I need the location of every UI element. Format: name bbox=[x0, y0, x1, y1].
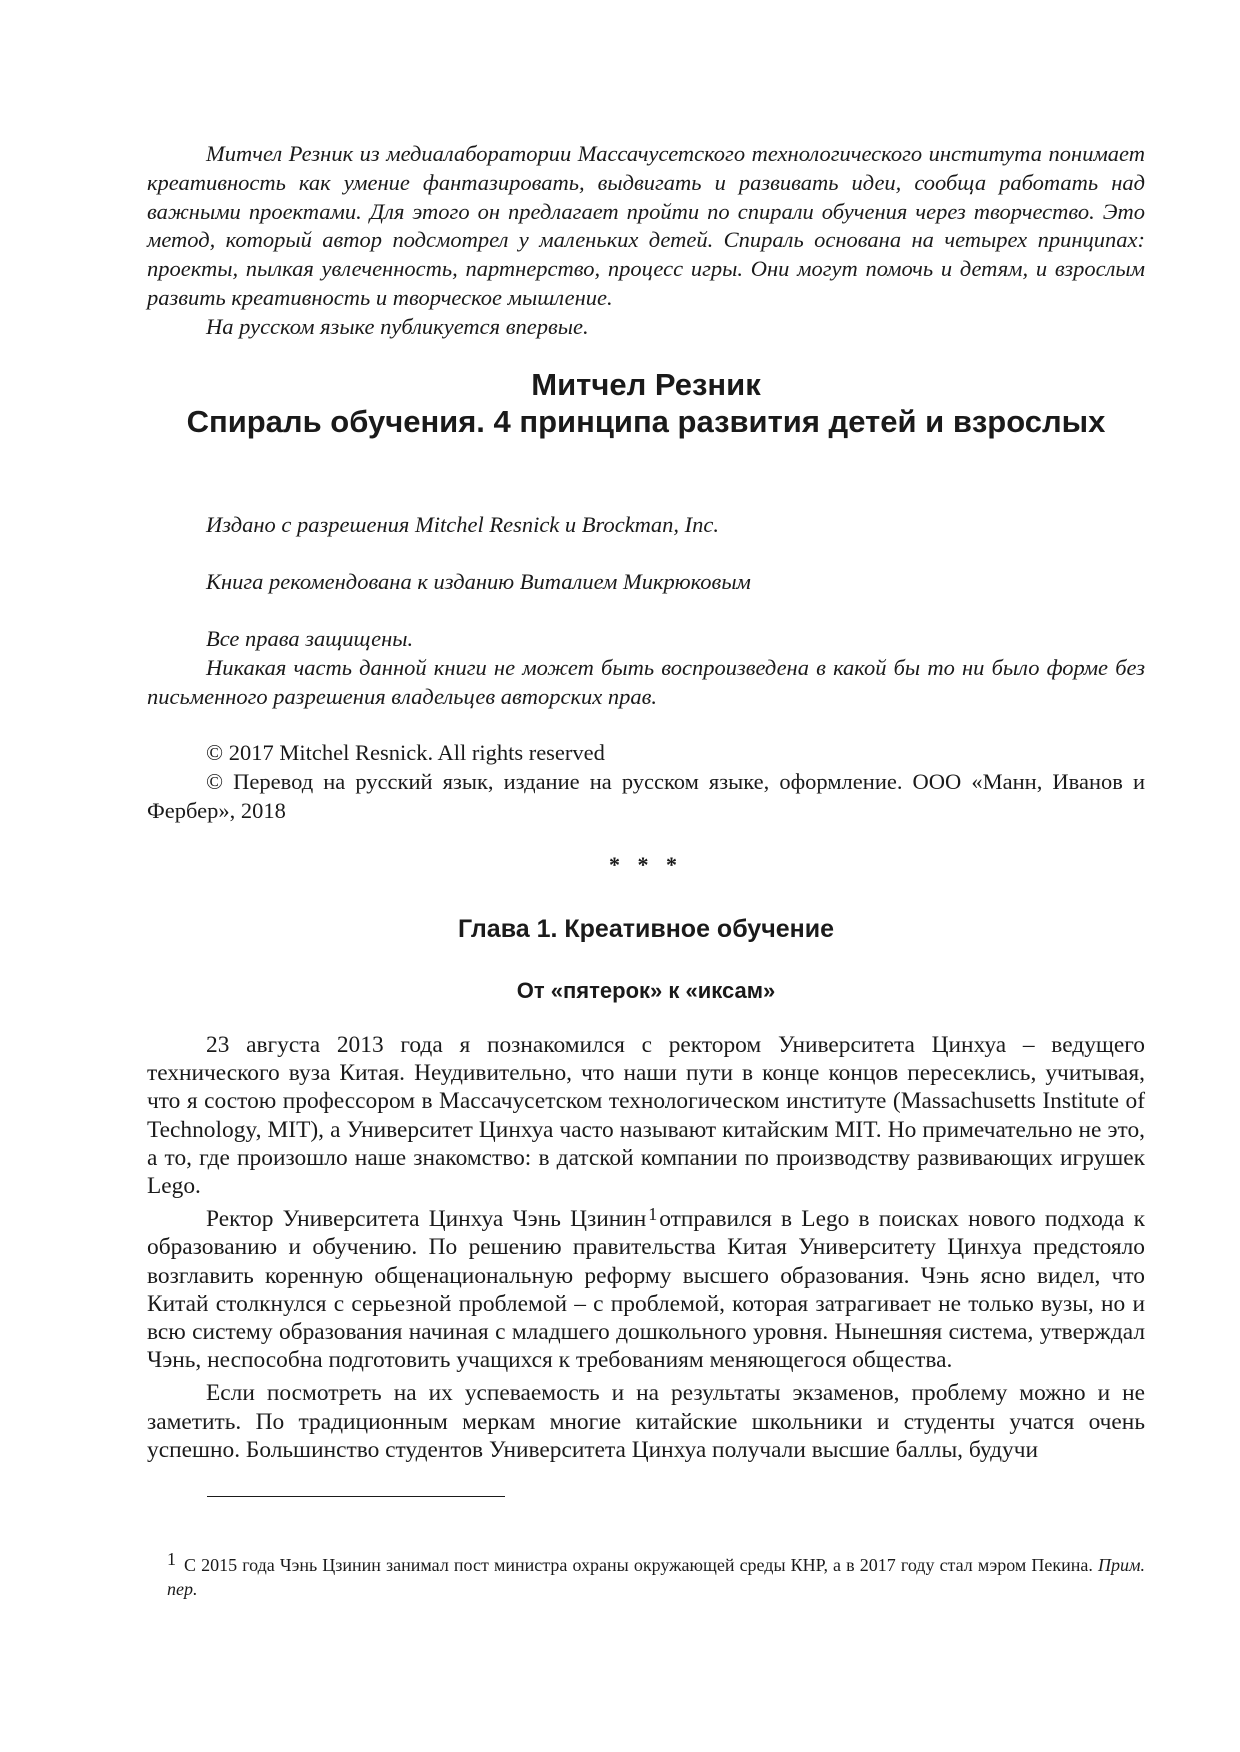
imprint-recommendation: Книга рекомендована к изданию Виталием Микрюковым bbox=[206, 569, 751, 594]
footnote-reference[interactable]: 1 bbox=[648, 1204, 658, 1225]
imprint-recommendation-block bbox=[147, 567, 1145, 596]
annotation-paragraph: Митчел Резник из медиалаборатории Массачусетского технологического института понимает креативность как умение фантазировать, выдвигать и развивать идеи, сообща работать над важными проектами. Для этого он предлагает пройти по спирали обучения через творчество. Это метод, который автор подсмотрел у маленьких детей. Спираль основана на четырех принципах: проекты, пылкая увлеченность, партнерство, процесс игры. Они могут помочь и детям, и взрослым развить креативность и творческое мышление. bbox=[147, 141, 1145, 310]
footnote bbox=[147, 1549, 1146, 1601]
footnote-note: Прим. пер. bbox=[167, 1555, 1146, 1599]
section-separator: * * * bbox=[609, 852, 683, 877]
footnote-mark: 1 bbox=[167, 1549, 176, 1569]
book-title: Спираль обучения. 4 принципа развития детей и взрослых bbox=[186, 404, 1106, 439]
section-heading bbox=[147, 977, 1145, 1005]
copyright-translation: © Перевод на русский язык, издание на русском языке, оформление. ООО «Манн, Иванов и Фербер», 2018 bbox=[147, 769, 1145, 823]
imprint-permission: Издано с разрешения Mitchel Resnick и Brockman, Inc. bbox=[206, 512, 720, 537]
footnote-text bbox=[147, 1549, 1146, 1601]
annotation-first-publication: На русском языке публикуется впервые. bbox=[206, 313, 589, 339]
footnote-body: С 2015 года Чэнь Цзинин занимал пост министра охраны окружающей среды КНР, а в 2017 году стал мэром Пекина. bbox=[184, 1555, 1093, 1575]
body-paragraph: Если посмотреть на их успеваемость и на результаты экзаменов, проблему можно и не заметить. По традиционным меркам многие китайские школьники и студенты учатся очень успешно. Большинство студентов Университета Цинхуа получали высшие баллы, будучи bbox=[147, 1380, 1145, 1463]
imprint-rights-notice: Никакая часть данной книги не может быть воспроизведена в какой бы то ни было форме без письменного разрешения владельцев авторских прав. bbox=[147, 655, 1145, 709]
copyright-original: © 2017 Mitchel Resnick. All rights reserved bbox=[206, 740, 605, 765]
book-author: Митчел Резник bbox=[531, 367, 761, 402]
chapter-heading bbox=[147, 914, 1145, 944]
chapter-title: Глава 1. Креативное обучение bbox=[457, 915, 834, 943]
imprint-rights-reserved: Все права защищены. bbox=[206, 626, 414, 651]
copyright-block bbox=[147, 738, 1145, 825]
chapter-body bbox=[147, 1031, 1145, 1464]
body-paragraph-start: Ректор Университета Цинхуа Чэнь Цзинин bbox=[206, 1206, 647, 1233]
separator-block bbox=[147, 852, 1145, 878]
imprint-rights-block bbox=[147, 624, 1145, 711]
section-title: От «пятерок» к «иксам» bbox=[516, 978, 776, 1003]
footnote-divider bbox=[207, 1496, 505, 1497]
imprint-permission-block bbox=[147, 510, 1145, 539]
body-paragraph-rest: отправился в Lego в поисках нового подхода к образованию и обучению. По решению правительства Китая Университету Цинхуа предстояло возглавить коренную общенациональную реформу высшего образования. Чэнь ясно видел, что Китай столкнулся с серьезной проблемой – с проблемой, которая затрагивает не только вузы, но и всю систему образования начиная с младшего дошкольного уровня. Нынешняя система, утверждал Чэнь, неспособна подготовить учащихся к требованиям меняющегося общества. bbox=[147, 1206, 1145, 1374]
annotation bbox=[147, 140, 1145, 342]
body-paragraph: 23 августа 2013 года я познакомился с ректором Университета Цинхуа – ведущего технического вуза Китая. Неудивительно, что наши пути в конце концов пересеклись, учитывая, что я состою профессором в Массачусетском технологическом институте (Massachusetts Institute of Technology, MIT), а Университет Цинхуа часто называют китайским MIT. Но примечательно не это, а то, где произошло наше знакомство: в датской компании по производству развивающих игрушек Lego. bbox=[147, 1032, 1145, 1200]
book-heading bbox=[147, 366, 1145, 440]
body-paragraph-with-footnote bbox=[147, 1205, 1145, 1374]
